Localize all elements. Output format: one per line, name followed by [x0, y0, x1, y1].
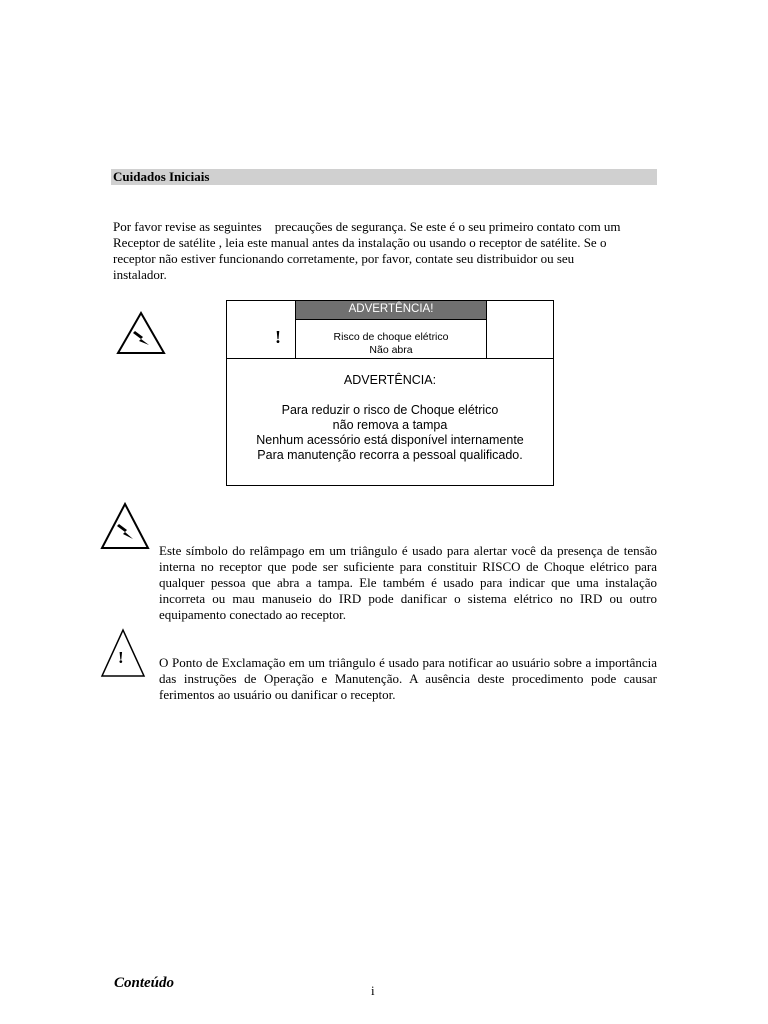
lightning-triangle-icon [116, 311, 166, 355]
warning-subtext-line: Não abra [369, 344, 413, 356]
warning-subtext [296, 331, 486, 357]
divider [227, 358, 553, 359]
intro-line: instalador. [113, 267, 167, 282]
section-title: Cuidados Iniciais [113, 169, 210, 184]
page-number: i [371, 983, 375, 998]
warning-body-title: ADVERTÊNCIA: [343, 373, 437, 387]
lightning-note-paragraph: Este símbolo do relâmpago em um triângulo é usado para alertar você da presença de tensão interna no receptor que pode ser suficiente para constituir RISCO de Choque elétrico para qualquer pessoa que abra a tampa. Ele também é usado para indicar que uma instalação incorreta ou mau manuseio do IRD pode danificar o sistema elétrico no IRD ou outro equipamento conectado ao receptor. [159, 543, 657, 622]
warning-body-line: Para manutenção recorra a pessoal qualificado. [257, 448, 523, 462]
intro-paragraph [113, 219, 658, 283]
warning-empty-cell [486, 301, 553, 358]
exclamation-mark: ! [275, 327, 281, 347]
intro-line: Receptor de satélite , leia este manual antes da instalação ou usando o receptor de satélite. Se o [113, 235, 607, 250]
warning-header: ADVERTÊNCIA! [296, 301, 486, 320]
warning-subtext-line: Risco de choque elétrico [333, 331, 449, 343]
warning-body-line: Para reduzir o risco de Choque elétrico [281, 403, 499, 417]
warning-body-line: não remova a tampa [332, 418, 448, 432]
exclamation-note-paragraph: O Ponto de Exclamação em um triângulo é usado para notificar ao usuário sobre a importância das instruções de Operação e Manutenção. A ausência deste procedimento pode causar ferimentos ao usuário ou danificar o receptor. [159, 655, 657, 702]
exclamation-triangle-mark: ! [118, 648, 124, 667]
warning-body-line: Nenhum acessório está disponível internamente [256, 433, 524, 447]
intro-line: receptor não estiver funcionando corretamente, por favor, contate seu distribuidor ou seu [113, 251, 575, 266]
warning-exclamation-cell [227, 301, 296, 358]
warning-box [226, 300, 554, 486]
warning-body [227, 373, 553, 463]
lightning-triangle-icon [100, 502, 150, 550]
footer-title: Conteúdo [114, 975, 175, 991]
intro-line: Por favor revise as seguintes precauções de segurança. Se este é o seu primeiro contato com um [113, 219, 621, 234]
